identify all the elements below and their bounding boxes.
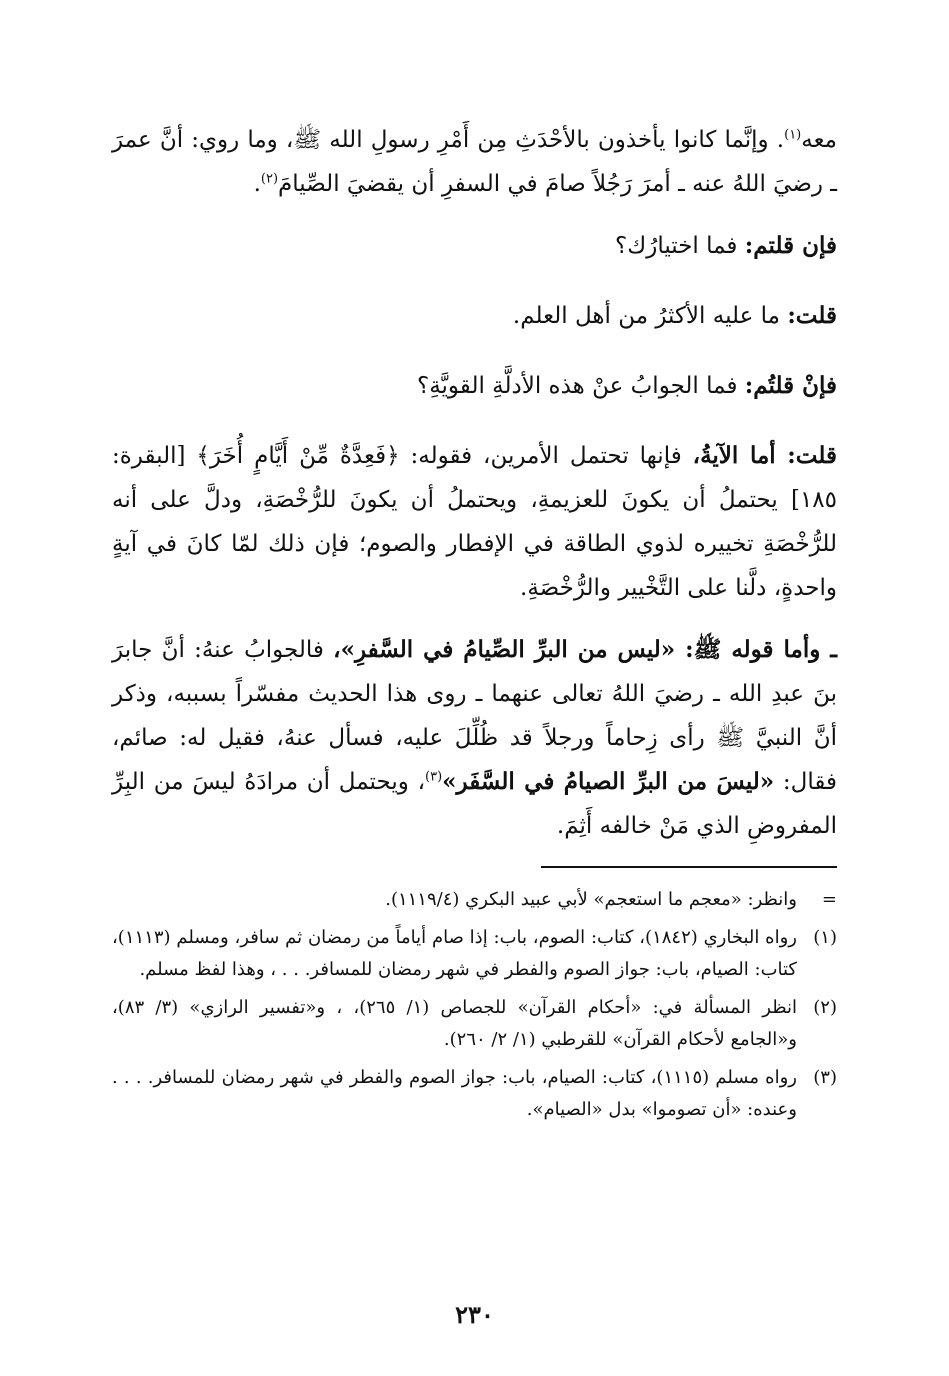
text-segment: معه <box>801 127 837 153</box>
footnote-number: (١) <box>813 927 837 948</box>
footnote-1 <box>112 922 837 986</box>
question-lead: فإن قلتم: <box>744 232 837 259</box>
paragraph-hadith <box>112 628 837 848</box>
footnotes <box>112 884 837 1126</box>
footnote-3 <box>112 1062 837 1126</box>
text-segment: فالجوابُ عنهُ: أنَّ جابرَ بنَ عبدِ الله ـ رضيَ اللهُ تعالى عنهما ـ روى هذا الحديث مفسّراً بسببه، وذكر أنَّ النبيَّ ﷺ رأى زِحاماً ورجلاً قد ظُلِّلَ عليه، فسأل عنهُ، فقيل له: صائم، فقال: <box>112 637 837 795</box>
paragraph-1 <box>112 118 837 206</box>
footnote-continuation <box>112 884 837 916</box>
main-text <box>112 118 837 848</box>
text-segment: . <box>253 171 261 197</box>
text-segment: ، ويحتمل أن مرادَهُ ليسَ من البِرِّ المفروضِ الذي مَنْ خالفه أَثِمَ. <box>112 769 837 839</box>
footnote-text: رواه مسلم (١١١٥)، كتاب: الصيام، باب: جواز الصوم والفطر في شهر رمضان للمسافر. . . . وعنده: «أن تصوموا» بدل «الصيام». <box>112 1067 797 1120</box>
hadith-quote: «ليسَ من البرِّ الصيامُ في السَّفَر» <box>442 768 775 795</box>
footnote-number: (٣) <box>813 1067 837 1088</box>
question-1 <box>112 224 837 268</box>
question-text: فما اختيارُك؟ <box>615 233 745 259</box>
answer-lead: قلت: <box>787 302 837 329</box>
answer-2 <box>112 434 837 610</box>
answer-1 <box>112 294 837 338</box>
footnote-text: رواه البخاري (١٨٤٢)، كتاب: الصوم، باب: إذا صام أياماً من رمضان ثم سافر، ومسلم (١١١٣)، كتاب: الصيام، باب: جواز الصوم والفطر في شهر رمضان للمسافر. . . ، وهذا لفظ مسلم. <box>112 927 797 980</box>
footnote-text: انظر المسألة في: «أحكام القرآن» للجصاص (١/ ٢٦٥)، ، و«تفسير الرازي» (٣/ ٨٣)، و«الجامع لأحكام القرآن» للقرطبي (١/ ٢/ ٢٦٠). <box>112 997 797 1050</box>
page-number: ٢٣٠ <box>455 1300 494 1329</box>
footnote-number: (٢) <box>813 997 837 1018</box>
hadith-lead: ـ وأما قوله ﷺ: «ليس من البرِّ الصِّيامُ في السَّفرِ»، <box>333 636 838 663</box>
footnote-ref-2: (٢) <box>260 171 279 187</box>
answer-lead: قلت: أما الآيةُ، <box>692 442 837 469</box>
footnote-ref-1: (١) <box>784 127 802 143</box>
footnote-ref-3: (٣) <box>425 769 443 785</box>
footnote-text: وانظر: «معجم ما استعجم» لأبي عبيد البكري (١١١٩/٤). <box>385 889 797 910</box>
footnote-2 <box>112 992 837 1056</box>
question-2 <box>112 364 837 408</box>
continuation-mark: = <box>821 889 837 910</box>
answer-text: ما عليه الأكثرُ من أهل العلم. <box>512 303 788 329</box>
footnote-divider <box>541 866 837 868</box>
question-text: فما الجوابُ عنْ هذه الأدلَّةِ القويَّةِ؟ <box>416 373 745 399</box>
book-page <box>112 118 837 1132</box>
question-lead: فإنْ قلتُم: <box>744 372 837 399</box>
answer-text: فإنها تحتمل الأمرين، فقوله: ﴿فَعِدَّةٌ مِّنْ أَيَّامٍ أُخَرَ﴾ [البقرة: ١٨٥] يحتملُ أن يكونَ للعزيمةِ، ويحتملُ أن يكونَ للرُّخْصَةِ، ودلَّ على أنه للرُّخْصَةِ تخييره لذوي الطاقة في الإفطار والصوم؛ فإن ذلك لمّا كانَ في آيةٍ واحدةٍ، دلَّنا على التَّخْيير والرُّخْصَةِ. <box>112 443 837 601</box>
text-segment: . وإنَّما كانوا يأخذون بالأحْدَثِ مِن أَمْرِ رسولِ الله ﷺ، وما روي: أنَّ عمرَ ـ رضيَ اللهُ عنه ـ أمرَ رَجُلاً صامَ في السفرِ أن يقضيَ الصِّيامَ <box>112 127 837 197</box>
